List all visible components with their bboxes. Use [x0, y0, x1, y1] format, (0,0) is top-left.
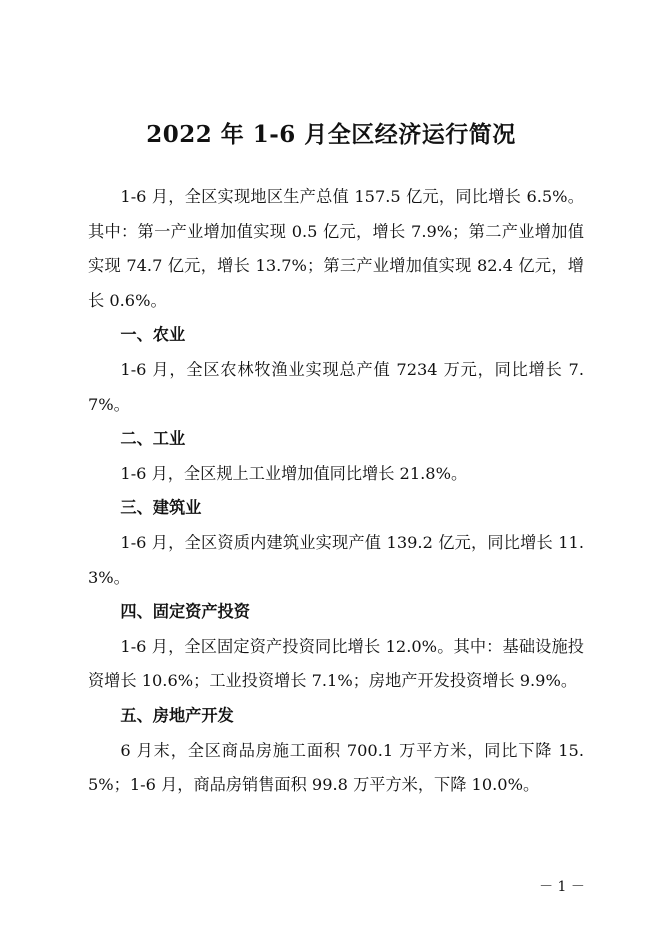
- section-heading-real-estate: 五、房地产开发: [120, 705, 234, 725]
- section-text-fixed-asset-investment: 1-6 月，全区固定资产投资同比增长 12.0%。其中：基础设施投资增长 10.6%；工业投资增长 7.1%；房地产开发投资增长 9.9%。: [88, 636, 584, 691]
- section-text-construction: 1-6 月，全区资质内建筑业实现产值 139.2 亿元，同比增长 11.3%。: [88, 532, 584, 587]
- section-heading-fixed-asset-investment: 四、固定资产投资: [120, 602, 250, 622]
- section-heading-industry: 二、工业: [120, 429, 186, 449]
- document-body: [88, 180, 584, 803]
- section-heading-agriculture: 一、农业: [120, 325, 186, 345]
- intro-paragraph: 1-6 月，全区实现地区生产总值 157.5 亿元，同比增长 6.5%。其中：第一产业增加值实现 0.5 亿元，增长 7.9%；第二产业增加值实现 74.7 亿元，增长 13.7%；第三产业增加值实现 82.4 亿元，增长 0.6%。: [88, 187, 584, 310]
- document-title: 2022 年 1-6 月全区经济运行简况: [146, 121, 516, 148]
- section-text-industry: 1-6 月，全区规上工业增加值同比增长 21.8%。: [120, 463, 468, 483]
- section-text-real-estate: 6 月末，全区商品房施工面积 700.1 万平方米，同比下降 15.5%；1-6 月，商品房销售面积 99.8 万平方米，下降 10.0%。: [88, 740, 584, 795]
- section-heading-construction: 三、建筑业: [120, 498, 202, 518]
- page-number: － 1 －: [539, 879, 585, 895]
- section-text-agriculture: 1-6 月，全区农林牧渔业实现总产值 7234 万元，同比增长 7.7%。: [88, 359, 584, 414]
